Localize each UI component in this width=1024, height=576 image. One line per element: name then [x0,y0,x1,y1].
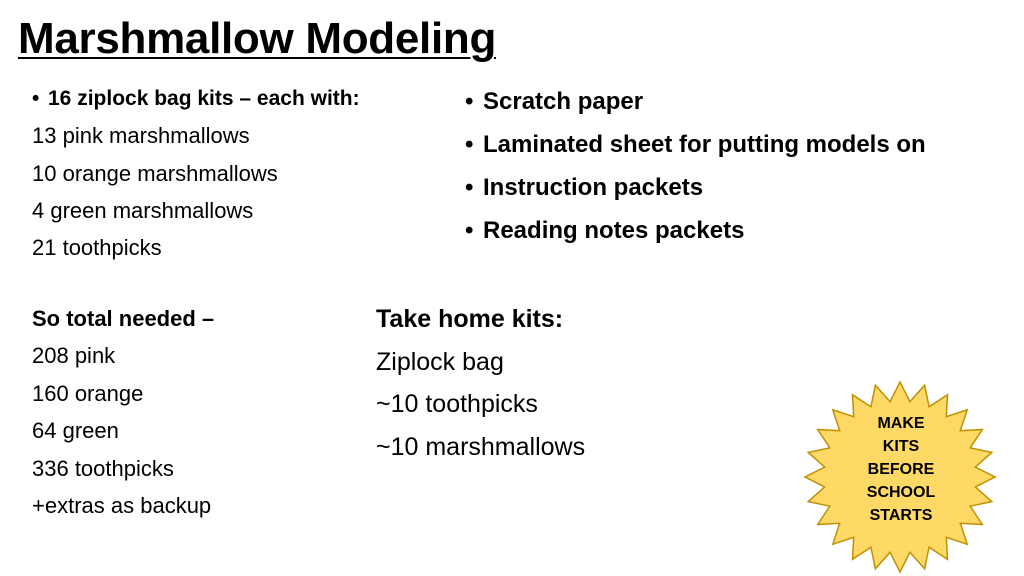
kit-item: 21 toothpicks [32,235,162,261]
starburst-line: BEFORE [867,461,935,478]
starburst-line: MAKE [877,415,925,432]
kit-heading: • 16 ziplock bag kits – each with: [32,80,360,117]
supplies-list [465,80,926,252]
starburst-text [860,412,942,527]
starburst-line: KITS [882,438,920,455]
supply-item: • Laminated sheet for putting models on [465,123,926,166]
totals-item: 160 orange [32,380,144,406]
totals-item: 64 green [32,418,119,444]
supply-item: • Reading notes packets [465,209,926,252]
totals-item: 336 toothpicks [32,455,174,481]
kit-contents-list [32,80,360,266]
totals-heading: So total needed – [32,306,215,331]
take-home-heading: Take home kits: [376,305,564,333]
totals-list [32,300,214,524]
supply-item: • Instruction packets [465,166,926,209]
slide-title: Marshmallow Modeling [18,14,497,63]
supply-item: • Scratch paper [465,80,926,123]
totals-item: +extras as backup [32,493,212,519]
take-home-item: ~10 toothpicks [376,390,538,419]
starburst-line: SCHOOL [866,484,936,501]
starburst-line: STARTS [869,507,933,524]
kit-item: 10 orange marshmallows [32,160,278,186]
totals-item: 208 pink [32,343,116,369]
take-home-list [376,298,585,469]
take-home-item: ~10 marshmallows [376,433,586,462]
kit-item: 13 pink marshmallows [32,123,250,149]
kit-item: 4 green marshmallows [32,197,254,223]
take-home-item: Ziplock bag [376,347,504,376]
